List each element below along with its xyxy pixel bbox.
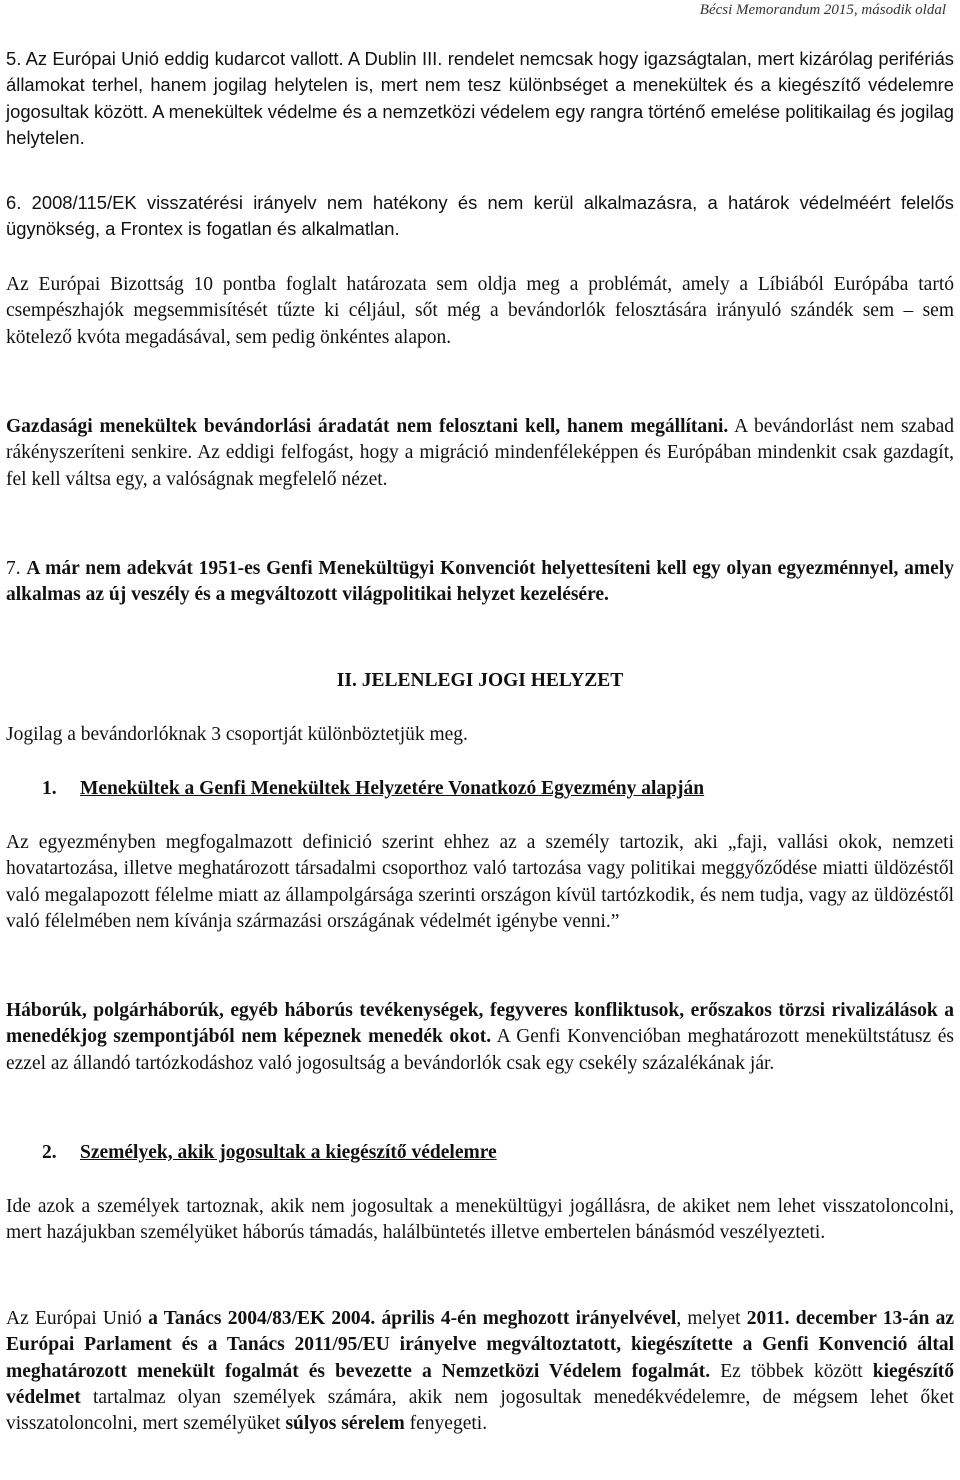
- paragraph-tanacs: [6, 1306, 954, 1437]
- paragraph-intro: Jogilag a bevándorlóknak 3 csoportját különböztetjük meg.: [6, 724, 468, 745]
- paragraph-bizottsag: Az Európai Bizottság 10 pontba foglalt határozata sem oldja meg a problémát, amely a Líbiából Európába tartó csempészhajók megsemmisítését tűzte ki céljául, sőt még a bevándorlók felosztására irányuló szándék sem – sem kötelező kvóta megadásával, sem pedig önkéntes alapon.: [6, 274, 954, 348]
- paragraph-point-5: [6, 46, 954, 151]
- point-5-tail: A menekültek védelme és a nemzetközi védelem egy rangra történő emelése politikailag és jogilag helytelen.: [6, 100, 954, 148]
- paragraph-gazdasagi: [6, 414, 954, 493]
- paragraph-point-7: [6, 556, 954, 609]
- tanacs-b4: súlyos sérelem: [285, 1413, 405, 1435]
- paragraph-definicio: Az egyezményben megfogalmazott definició szerint ehhez az a személy tartozik, aki „faji, vallási okok, nemzeti hovatartozása, illetve meghatározott társadalmi csoporthoz való tartozása vagy politikai meggyőződése miatti üldözéstől való megalapozott félelme miatt az állampolgársága szerinti országon kívül tartózkodik, és nem tudja, vagy az üldözéstől való félelmében nem kívánja származási országának védelmét igénybe venni.”: [6, 832, 954, 932]
- gazdasagi-rest: A bevándorlást nem szabad rákényszeríteni senkire. Az eddigi felfogást, hogy a migráció mindenféleképpen és Európában mindenkit csak gazdagít, fel kell váltsa egy, a valóságnak megfelelő nézet.: [6, 416, 954, 490]
- paragraph-point-6: 6. 2008/115/EK visszatérési irányelv nem hatékony és nem kerül alkalmazásra, a határok védelméért felelős ügynökség, a Frontex is fogatlan és alkalmatlan.: [6, 192, 954, 240]
- section-title: II. JELENLEGI JOGI HELYZET: [336, 670, 624, 691]
- tanacs-s5: fenyegeti.: [404, 1413, 488, 1435]
- tanacs-b3: kiegészítő védelmet: [6, 1360, 954, 1408]
- point-7-num: 7.: [6, 558, 27, 579]
- haboruk-bold: Háborúk, polgárháborúk, egyéb háborús tevékenységek, fegyveres konfliktusok, erőszakos törzsi rivalizálások a menedékjog szempontjából nem képeznek menedék okot.: [6, 1000, 954, 1048]
- tanacs-b2: 2011. december 13-án az Európai Parlament és a Tanács 2011/95/EU irányelve megváltoztatott, kiegészítette a Genfi Konvenció által meghatározott menekült fogalmát és bevezette a Nemzetközi Védelem fogalmát.: [6, 1308, 954, 1382]
- point-7-bold: A már nem adekvát 1951-es Genfi Menekültügyi Konvenciót helyettesíteni kell egy olyan egyezménnyel, amely alkalmas az új veszély és a megváltozott világpolitikai helyzet kezelésére.: [6, 558, 954, 606]
- tanacs-b1: a Tanács 2004/83/EK 2004. április 4-én meghozott irányelvével: [148, 1308, 677, 1329]
- paragraph-ide: Ide azok a személyek tartoznak, akik nem jogosultak a menekültügyi jogállásra, de akiket nem lehet visszatoloncolni, mert hazájukban személyüket háborús támadás, halálbüntetés illetve embertelen bánásmód veszélyezteti.: [6, 1196, 954, 1244]
- tanacs-s1: Az Európai Unió: [6, 1308, 149, 1329]
- running-header: Bécsi Memorandum 2015, második oldal: [699, 2, 946, 18]
- list-item-1-number: 1.: [42, 778, 57, 799]
- list-item-2-title: Személyek, akik jogosultak a kiegészítő védelemre: [80, 1142, 497, 1163]
- tanacs-s4: tartalmaz olyan személyek számára, akik nem jogosultak menedékvédelemre, de mégsem lehet őket visszatoloncolni, mert személyüket: [6, 1386, 954, 1435]
- tanacs-s3: Ez többek között: [710, 1360, 873, 1382]
- list-item-2-heading: [42, 1140, 942, 1166]
- haboruk-rest: A Genfi Konvencióban meghatározott menekültstátusz és ezzel az állandó tartózkodáshoz való jogosultság a bevándorlók csak egy csekély százalékának jár.: [6, 1026, 954, 1074]
- gazdasagi-bold: Gazdasági menekültek bevándorlási áradatát nem felosztani kell, hanem megállítani.: [6, 416, 729, 437]
- point-5-main: 5. Az Európai Unió eddig kudarcot vallott. A Dublin III. rendelet nemcsak hogy igazságtalan, mert kizárólag perifériás államokat terhel, hanem jogilag helytelen is, mert nem tesz különbséget a menekültek és a kiegészítő védelemre jogosultak között.: [6, 48, 954, 122]
- paragraph-haboruk: [6, 998, 954, 1077]
- list-item-2-number: 2.: [42, 1142, 57, 1163]
- tanacs-s2: , melyet: [676, 1308, 747, 1329]
- list-item-1-title: Menekültek a Genfi Menekültek Helyzetére Vonatkozó Egyezmény alapján: [80, 778, 705, 799]
- list-item-1-heading: [42, 776, 942, 802]
